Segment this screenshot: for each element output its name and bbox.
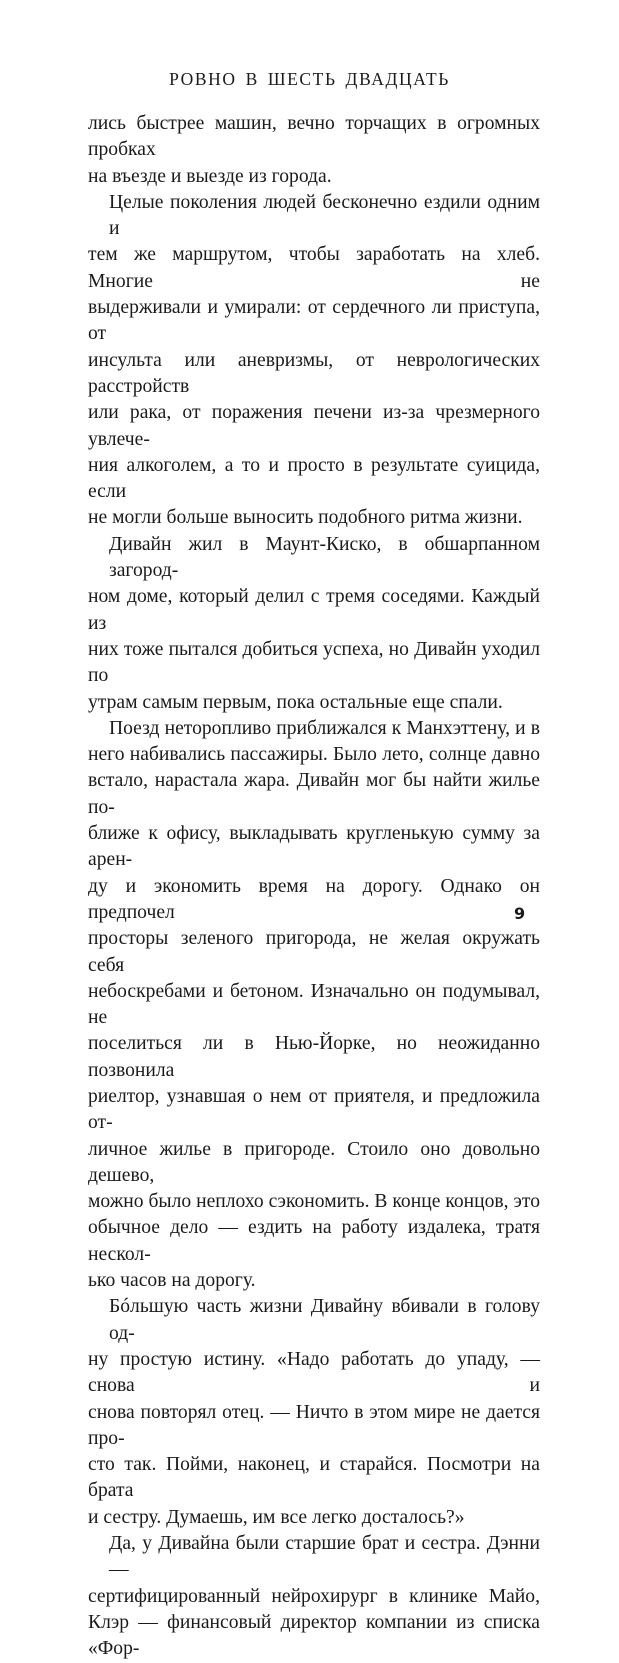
text-line: сертифицированный нейрохирург в клинике Майо, <box>88 1585 540 1607</box>
text-line: тем же маршрутом, чтобы заработать на хлеб. Многие не <box>88 244 540 292</box>
text-line: Клэр — финансовый директор компании из списка «Фор- <box>88 1611 540 1660</box>
text-line: Поезд неторопливо приближался к Манхэттену, и в <box>109 717 540 739</box>
text-line: них тоже пытался добиться успеха, но Дивайн уходил по <box>88 638 540 687</box>
text-line: просторы зеленого пригорода, не желая окружать себя <box>88 928 540 976</box>
running-head: РОВНО В ШЕСТЬ ДВАДЦАТЬ <box>169 69 450 89</box>
text-line: Да, у Дивайна были старшие брат и сестра. Дэнни — <box>109 1533 540 1581</box>
text-line: ном доме, который делил с тремя соседями. Каждый из <box>88 586 540 634</box>
text-line: ближе к офису, выкладывать кругленькую сумму за арен- <box>88 823 540 871</box>
text-line: поселиться ли в Нью-Йорке, но неожиданно позвонила <box>88 1033 540 1081</box>
text-line: ду и экономить время на дорогу. Однако он предпочел <box>88 875 540 923</box>
text-line: инсульта или аневризмы, от неврологических расстройств <box>88 349 540 397</box>
text-line: лись быстрее машин, вечно торчащих в огромных пробках <box>88 113 540 161</box>
text-line: встало, нарастала жара. Дивайн мог бы найти жилье по- <box>88 770 540 818</box>
text-line: риелтор, узнавшая о нем от приятеля, и предложила от- <box>88 1085 540 1134</box>
text-line: личное жилье в пригороде. Стоило оно довольно дешево, <box>88 1138 540 1186</box>
text-line: утрам самым первым, пока остальные еще спали. <box>88 691 503 713</box>
text-line: обычное дело — ездить на работу издалека, тратя нескол- <box>88 1217 540 1265</box>
body-text <box>88 111 540 1663</box>
text-line: выдерживали и умирали: от сердечного ли приступа, от <box>88 297 540 345</box>
text-line: и сестру. Думаешь, им все легко досталось?» <box>88 1506 465 1528</box>
text-line: на въезде и выезде из города. <box>88 165 332 187</box>
text-line: ну простую истину. «Надо работать до упаду, — снова и <box>88 1348 540 1397</box>
text-line: ько часов на дорогу. <box>88 1270 256 1292</box>
text-line: или рака, от поражения печени из-за чрезмерного увлече- <box>88 402 540 450</box>
text-line: не могли больше выносить подобного ритма жизни. <box>88 507 523 529</box>
text-line: Дивайн жил в Маунт-Киско, в обшарпанном загород- <box>109 533 540 582</box>
text-line: Бóльшую часть жизни Дивайну вбивали в голову од- <box>109 1296 540 1344</box>
text-line: сто так. Пойми, наконец, и старайся. Посмотри на брата <box>88 1454 540 1502</box>
text-line: Целые поколения людей бесконечно ездили одним и <box>109 191 540 240</box>
text-line: небоскребами и бетоном. Изначально он подумывал, не <box>88 980 540 1029</box>
page-number: 9 <box>514 904 526 923</box>
text-line: снова повторял отец. — Ничто в этом мире не дается про- <box>88 1401 540 1449</box>
text-line: него набивались пассажиры. Было лето, солнце давно <box>88 744 540 766</box>
text-line: можно было неплохо сэкономить. В конце концов, это <box>88 1191 540 1213</box>
text-line: ния алкоголем, а то и просто в результате суицида, если <box>88 454 540 503</box>
